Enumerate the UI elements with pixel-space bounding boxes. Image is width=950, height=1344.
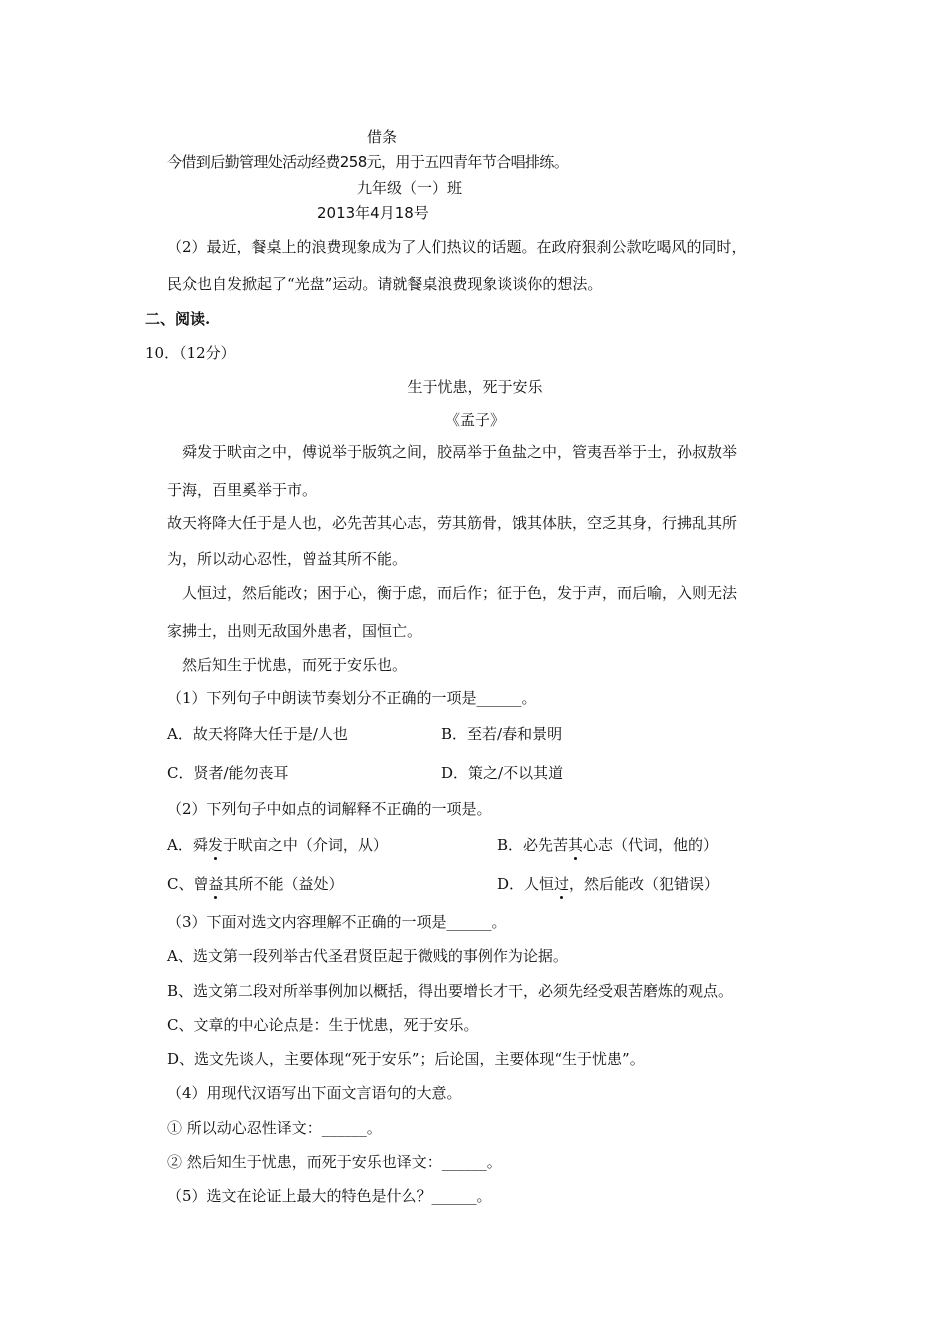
passage-line-2: 于海，百里奚举于市。 <box>167 481 318 499</box>
poem-title: 生于忧患，死于安乐 <box>407 378 543 396</box>
sub1-option-c: C．贤者/能勿丧耳 <box>167 764 289 782</box>
dotted-word: 其 <box>568 836 584 854</box>
passage-line-1: 舜发于畎亩之中，傅说举于版筑之间，胶鬲举于鱼盐之中，管夷吾举于士，孙叔敖举 <box>167 443 738 461</box>
sub4-item-2: ② 然后知生于忧患，而死于安乐也译文：______。 <box>167 1153 502 1171</box>
q10-header: 10．（12分） <box>145 344 236 362</box>
dotted-word: 益 <box>208 875 224 893</box>
q2-line-1: （2）最近，餐桌上的浪费现象成为了人们热议的话题。在政府狠刹公款吃喝风的同时， <box>167 238 747 256</box>
sub3-option-d: D、选文先谈人，主要体现“死于安乐”；后论国，主要体现“生于忧患”。 <box>167 1050 645 1068</box>
sub3-option-c: C、文章的中心论点是：生于忧患，死于安乐。 <box>167 1016 479 1034</box>
sub2-option-a: A．舜发于畎亩之中（介词，从） <box>167 836 388 854</box>
sub1-stem: （1）下列句子中朗读节奏划分不正确的一项是______。 <box>167 689 537 707</box>
dotted-word: 过 <box>554 875 570 893</box>
passage-line-7: 然后知生于忧患，而死于安乐也。 <box>167 656 408 674</box>
sub1-option-b: B．至若/春和景明 <box>441 725 563 743</box>
iou-signer: 九年级（一）班 <box>357 179 463 197</box>
sub3-option-b: B、选文第二段对所举事例加以概括，得出要增长才干，必须先经受艰苦磨炼的观点。 <box>167 982 734 1000</box>
sub1-option-d: D．策之/不以其道 <box>441 764 564 782</box>
iou-title: 借条 <box>367 128 398 146</box>
sub2-option-c: C、曾益其所不能（益处） <box>167 875 344 893</box>
sub3-option-a: A、选文第一段列举古代圣君贤臣起于微贱的事例作为论据。 <box>167 947 568 965</box>
q2-line-2: 民众也自发掀起了“光盘”运动。请就餐桌浪费现象谈谈你的想法。 <box>167 275 603 293</box>
sub4-item-1: ① 所以动心忍性译文：______。 <box>167 1119 382 1137</box>
iou-date: 2013年4月18号 <box>317 204 429 222</box>
sub2-option-d: D．人恒过，然后能改（犯错误） <box>497 875 720 893</box>
passage-line-6: 家拂士，出则无敌国外患者，国恒亡。 <box>167 622 423 640</box>
sub2-stem: （2）下列句子中如点的词解释不正确的一项是。 <box>167 800 492 818</box>
sub3-stem: （3）下面对选文内容理解不正确的一项是______。 <box>167 913 507 931</box>
section-title: 二、阅读. <box>145 310 211 328</box>
iou-body: 今借到后勤管理处活动经费258元，用于五四青年节合唱排练。 <box>167 153 569 171</box>
passage-line-3: 故天将降大任于是人也，必先苦其心志，劳其筋骨，饿其体肤，空乏其身，行拂乱其所 <box>167 514 738 532</box>
sub4-stem: （4）用现代汉语写出下面文言语句的大意。 <box>167 1084 462 1102</box>
poem-author: 《孟子》 <box>444 411 505 429</box>
sub5-stem: （5）选文在论证上最大的特色是什么？______。 <box>167 1187 492 1205</box>
sub2-option-b: B．必先苦其心志（代词，他的） <box>497 836 719 854</box>
passage-line-4: 为，所以动心忍性，曾益其所不能。 <box>167 550 408 568</box>
sub1-option-a: A．故天将降大任于是/人也 <box>167 725 348 743</box>
passage-line-5: 人恒过，然后能改；困于心，衡于虑，而后作；征于色，发于声，而后喻，入则无法 <box>167 584 738 602</box>
dotted-word: 发 <box>207 836 223 854</box>
